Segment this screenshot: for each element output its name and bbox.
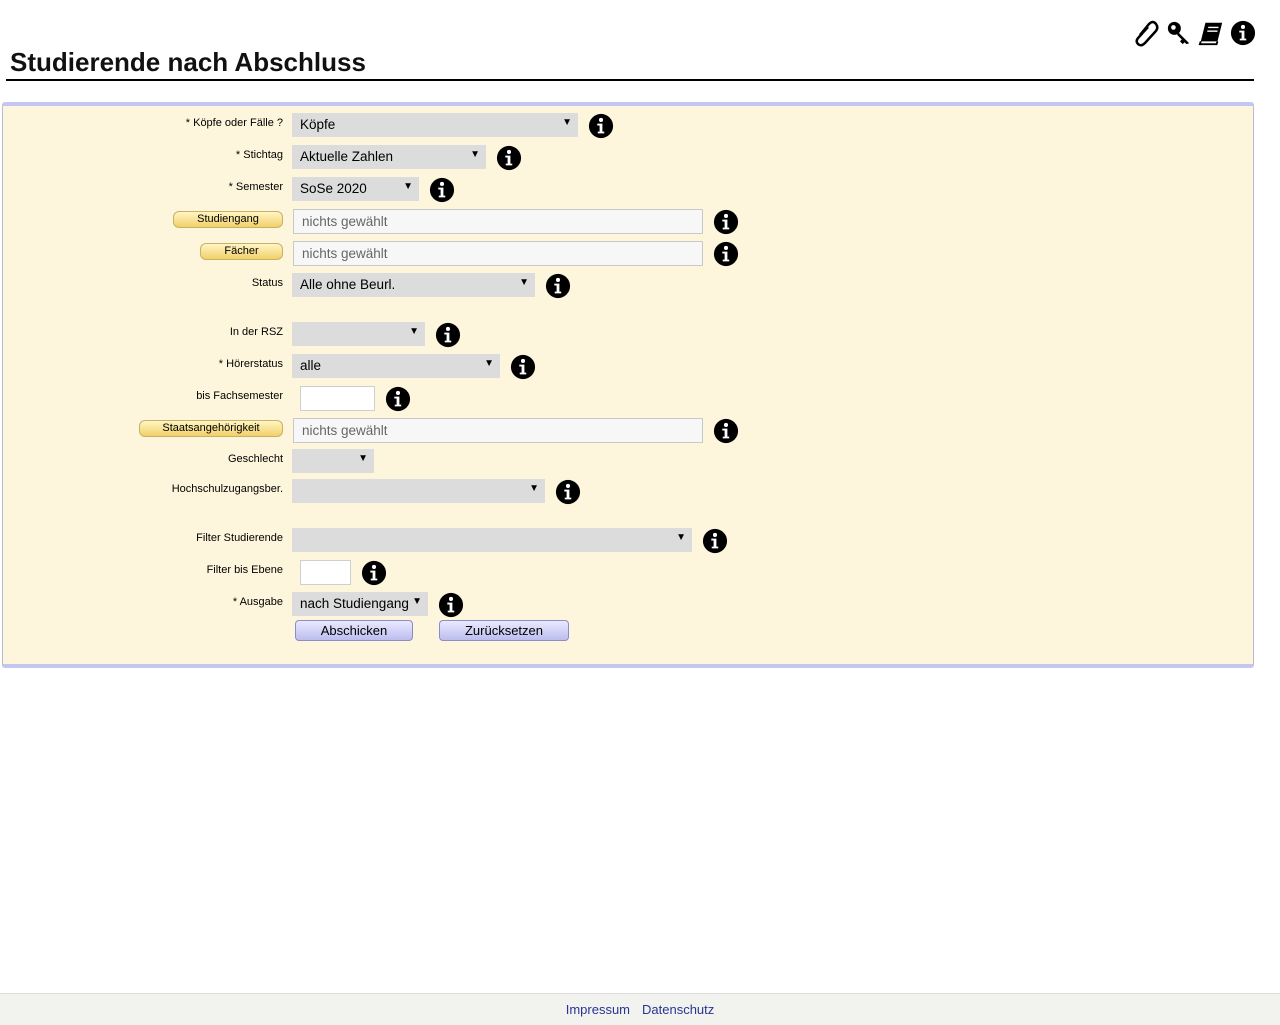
row-rsz (3, 319, 1253, 347)
paperclip-icon[interactable] (1134, 19, 1160, 47)
info-icon[interactable] (510, 354, 536, 380)
stichtag-select[interactable] (292, 145, 486, 169)
page-title: Studierende nach Abschluss (10, 47, 366, 77)
chevron-down-icon: ▼ (409, 326, 419, 337)
stichtag-select-value: Aktuelle Zahlen (300, 149, 394, 164)
hzb-select[interactable] (292, 479, 545, 503)
row-filter-ebene (3, 557, 1253, 585)
impressum-link[interactable]: Impressum (565, 1002, 631, 1017)
info-icon[interactable] (496, 145, 522, 171)
studiengang-button[interactable]: Studiengang (173, 211, 283, 228)
koepfe-label: * Köpfe oder Fälle ? (185, 117, 283, 129)
ausgabe-select[interactable] (292, 592, 428, 616)
info-icon[interactable] (435, 322, 461, 348)
toolbar (1134, 18, 1256, 48)
row-ausgabe (3, 589, 1253, 617)
fachsemester-label: bis Fachsemester (196, 390, 283, 402)
ausgabe-select-value: nach Studiengang (300, 596, 409, 611)
fachsemester-input[interactable] (300, 386, 375, 411)
row-geschlecht (3, 446, 1253, 474)
chevron-down-icon: ▼ (470, 149, 480, 160)
faecher-field[interactable]: nichts gewählt (293, 241, 703, 266)
chevron-down-icon: ▼ (676, 532, 686, 543)
chevron-down-icon: ▼ (403, 181, 413, 192)
row-studiengang (3, 206, 1253, 234)
row-semester (3, 174, 1253, 202)
row-koepfe (3, 110, 1253, 138)
ausgabe-label: * Ausgabe (232, 596, 283, 608)
studiengang-field[interactable]: nichts gewählt (293, 209, 703, 234)
chevron-down-icon: ▼ (484, 358, 494, 369)
datenschutz-link[interactable]: Datenschutz (642, 1002, 715, 1017)
hoererstatus-label: * Hörerstatus (218, 358, 283, 370)
chevron-down-icon: ▼ (529, 483, 539, 494)
key-icon[interactable] (1166, 19, 1192, 47)
info-icon[interactable] (702, 528, 728, 554)
semester-label: * Semester (228, 181, 283, 193)
row-hoererstatus (3, 351, 1253, 379)
koepfe-select[interactable] (292, 113, 578, 137)
info-icon[interactable] (713, 209, 739, 235)
status-select[interactable] (292, 273, 535, 297)
info-icon[interactable] (1230, 19, 1256, 47)
chevron-down-icon: ▼ (519, 277, 529, 288)
geschlecht-select[interactable] (292, 449, 374, 473)
row-hzb (3, 476, 1253, 504)
reset-button[interactable]: Zurücksetzen (439, 620, 569, 641)
info-icon[interactable] (713, 418, 739, 444)
row-fachsemester (3, 383, 1253, 411)
staatsangehoerigkeit-button[interactable]: Staatsangehörigkeit (139, 420, 283, 437)
query-form (2, 102, 1254, 668)
row-filter-studierende (3, 525, 1253, 553)
row-staatsangehoerigkeit (3, 415, 1253, 443)
info-icon[interactable] (361, 560, 387, 586)
book-icon[interactable] (1198, 19, 1224, 47)
geschlecht-label: Geschlecht (227, 453, 283, 465)
info-icon[interactable] (438, 592, 464, 618)
staatsangehoerigkeit-field[interactable]: nichts gewählt (293, 418, 703, 443)
rsz-select[interactable] (292, 322, 425, 346)
chevron-down-icon: ▼ (358, 453, 368, 464)
info-icon[interactable] (385, 386, 411, 412)
status-select-value: Alle ohne Beurl. (300, 277, 396, 292)
chevron-down-icon: ▼ (562, 117, 572, 128)
faecher-button[interactable]: Fächer (200, 243, 283, 260)
filter-ebene-label: Filter bis Ebene (206, 564, 283, 576)
hoererstatus-select-value: alle (300, 358, 322, 373)
submit-button[interactable]: Abschicken (295, 620, 413, 641)
info-icon[interactable] (713, 241, 739, 267)
title-divider (6, 79, 1254, 81)
semester-select[interactable] (292, 177, 419, 201)
koepfe-select-value: Köpfe (300, 117, 336, 132)
filter-ebene-input[interactable] (300, 560, 351, 585)
filter-studierende-select[interactable] (292, 528, 692, 552)
footer (0, 993, 1280, 1025)
hoererstatus-select[interactable] (292, 354, 500, 378)
info-icon[interactable] (429, 177, 455, 203)
semester-select-value: SoSe 2020 (300, 181, 367, 196)
status-label: Status (251, 277, 283, 289)
info-icon[interactable] (555, 479, 581, 505)
row-stichtag (3, 142, 1253, 170)
row-status (3, 270, 1253, 298)
stichtag-label: * Stichtag (235, 149, 283, 161)
filter-studierende-label: Filter Studierende (196, 532, 283, 544)
hzb-label: Hochschulzugangsber. (171, 483, 283, 495)
info-icon[interactable] (545, 273, 571, 299)
rsz-label: In der RSZ (229, 326, 283, 338)
row-faecher (3, 238, 1253, 266)
chevron-down-icon: ▼ (412, 596, 422, 607)
info-icon[interactable] (588, 113, 614, 139)
